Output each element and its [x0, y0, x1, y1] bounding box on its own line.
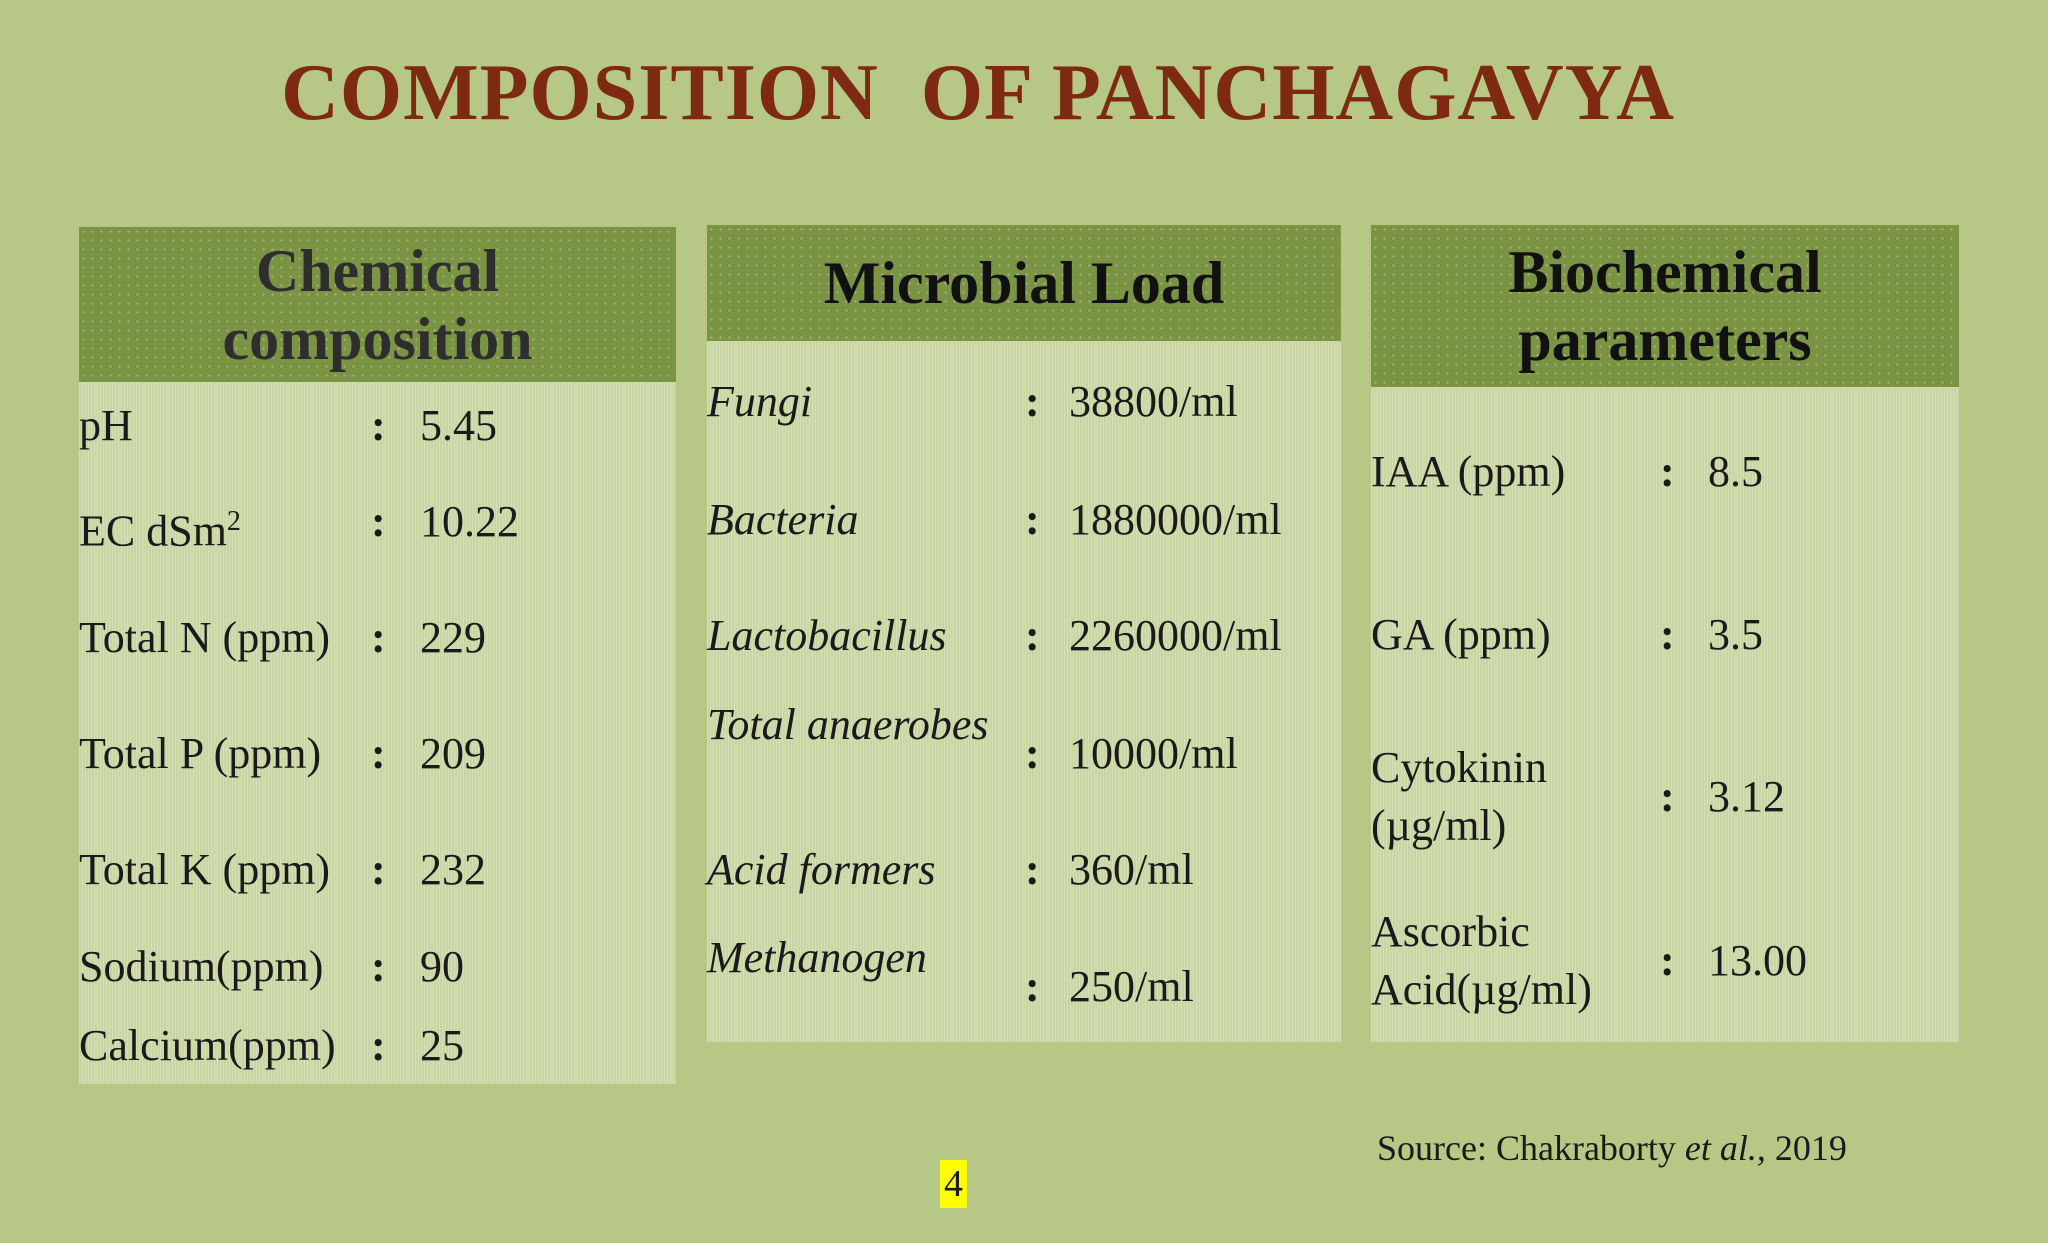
chemical-composition-panel [79, 227, 676, 1084]
heading-line: parameters [1518, 307, 1812, 373]
row-value-bacteria: 1880000/ml [1069, 495, 1282, 544]
row-label-ascorbic: Ascorbic [1371, 907, 1530, 956]
row-separator: : [371, 729, 386, 778]
row-value-ph: 5.45 [420, 401, 497, 450]
row-label-ga: GA (ppm) [1371, 610, 1551, 659]
row-value-sodium: 90 [420, 942, 464, 991]
row-label-methanogen: Methanogen [707, 933, 927, 982]
ec-label-text: EC dSm [79, 506, 227, 556]
microbial-load-panel [707, 225, 1341, 1042]
row-value-ec: 10.22 [420, 497, 519, 546]
row-label-total-n: Total N (ppm) [79, 613, 331, 662]
row-label-fungi: Fungi [707, 377, 813, 426]
heading-line: composition [222, 305, 533, 372]
row-separator: : [371, 845, 386, 894]
row-label-lactobacillus: Lactobacillus [707, 611, 947, 660]
source-suffix: 2019 [1765, 1128, 1847, 1168]
biochemical-parameters-heading [1371, 225, 1959, 387]
row-label-total-p: Total P (ppm) [79, 729, 322, 778]
microbial-load-heading: Microbial Load [707, 225, 1341, 341]
source-citation [1377, 1127, 1847, 1169]
row-separator: : [371, 401, 386, 450]
row-label-acid-formers: Acid formers [707, 845, 936, 894]
row-separator: : [1025, 495, 1040, 544]
page-title: COMPOSITION OF PANCHAGAVYA [281, 49, 1675, 137]
row-label-cytokinin: Cytokinin [1371, 743, 1548, 792]
row-separator: : [371, 613, 386, 662]
row-value-ga: 3.5 [1708, 610, 1763, 659]
row-value-cytokinin: 3.12 [1708, 772, 1785, 821]
row-value-total-anaerobes: 10000/ml [1069, 729, 1238, 778]
row-label-cytokinin-unit: (µg/ml) [1371, 801, 1507, 850]
row-value-total-p: 209 [420, 729, 486, 778]
row-separator: : [1025, 845, 1040, 894]
row-separator: : [1025, 377, 1040, 426]
biochemical-parameters-panel [1371, 225, 1959, 1042]
source-italic: et al., [1684, 1128, 1766, 1168]
row-label-ph: pH [79, 401, 133, 450]
row-separator: : [371, 1021, 386, 1070]
row-label-ascorbic-unit: Acid(µg/ml) [1371, 965, 1592, 1014]
row-value-total-k: 232 [420, 845, 486, 894]
row-separator: : [1660, 936, 1675, 985]
row-label-ec [79, 493, 241, 561]
heading-line: Chemical [255, 237, 500, 304]
row-separator: : [1660, 447, 1675, 496]
row-separator: : [1025, 962, 1040, 1011]
row-value-methanogen: 250/ml [1069, 962, 1194, 1011]
heading-line: Biochemical [1508, 239, 1822, 305]
row-value-acid-formers: 360/ml [1069, 845, 1194, 894]
row-separator: : [1660, 610, 1675, 659]
row-value-lactobacillus: 2260000/ml [1069, 611, 1282, 660]
row-value-total-n: 229 [420, 613, 486, 662]
row-value-iaa: 8.5 [1708, 447, 1763, 496]
row-value-ascorbic: 13.00 [1708, 936, 1807, 985]
row-label-total-k: Total K (ppm) [79, 845, 331, 894]
row-separator: : [1025, 611, 1040, 660]
row-label-bacteria: Bacteria [707, 495, 859, 544]
row-separator: : [1025, 729, 1040, 778]
row-label-total-anaerobes: Total anaerobes [707, 700, 989, 749]
ec-label-superscript: 2 [226, 506, 241, 537]
row-value-calcium: 25 [420, 1021, 464, 1070]
row-separator: : [1660, 772, 1675, 821]
source-prefix: Source: Chakraborty [1377, 1128, 1685, 1168]
row-label-iaa: IAA (ppm) [1371, 447, 1566, 496]
row-separator: : [371, 497, 386, 546]
chemical-composition-heading [79, 227, 676, 382]
row-value-fungi: 38800/ml [1069, 377, 1238, 426]
page-number: 4 [940, 1160, 967, 1208]
row-separator: : [371, 942, 386, 991]
row-label-calcium: Calcium(ppm) [79, 1021, 336, 1070]
row-label-sodium: Sodium(ppm) [79, 942, 324, 991]
